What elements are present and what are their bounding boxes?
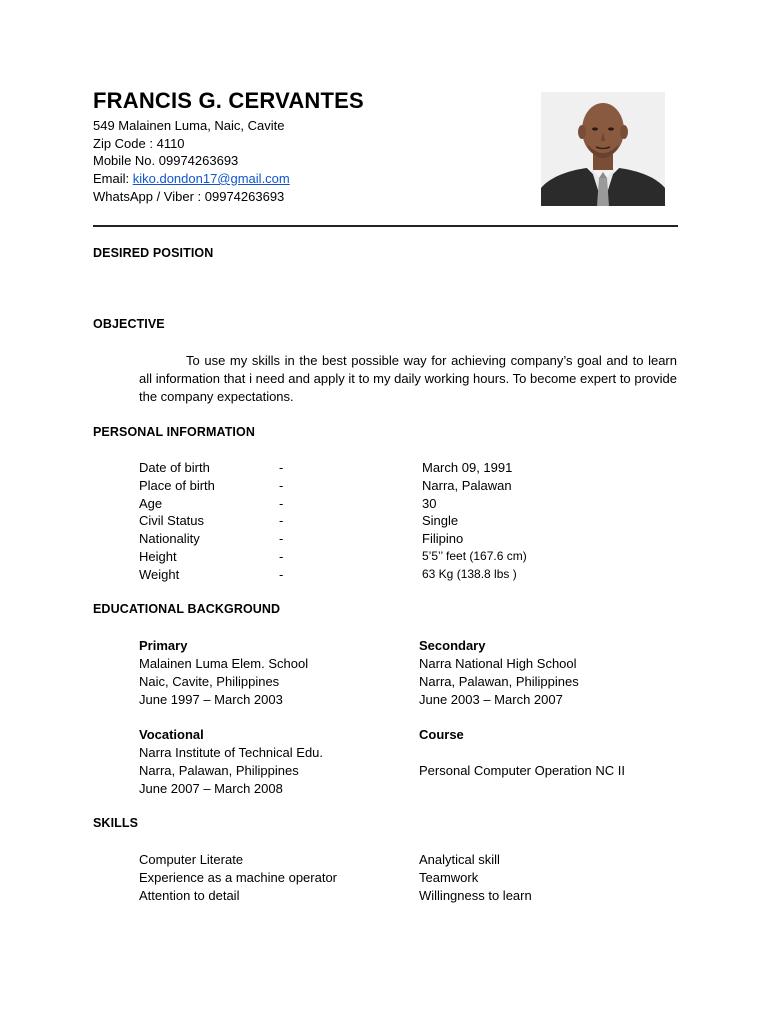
skill-item: Experience as a machine operator [139,870,338,885]
pi-label: Height [139,549,177,564]
education-secondary-title: Secondary [419,638,486,653]
education-vocational-school: Narra Institute of Technical Edu. [139,745,324,760]
pi-label: Weight [139,567,180,582]
email-label: Email: [93,171,133,186]
objective-text: To use my skills in the best possible way for achieving company’s goal and to learn all information that i need and apply it to my daily working hours. To become expert to provide the company expectations. [139,353,677,404]
education-course-name: Personal Computer Operation NC II [419,763,625,778]
pi-label: Date of birth [139,460,210,475]
pi-separator: - [279,531,284,546]
section-heading-educational-background: EDUCATIONAL BACKGROUND [93,602,281,616]
section-heading-skills: SKILLS [93,816,139,830]
education-secondary-school: Narra National High School [419,656,577,671]
education-vocational-title: Vocational [139,727,204,742]
applicant-name: FRANCIS G. CERVANTES [93,88,364,113]
skill-item: Teamwork [419,870,479,885]
section-heading-personal-information: PERSONAL INFORMATION [93,425,255,439]
pi-value: 63 Kg (138.8 lbs ) [422,567,517,581]
education-primary-dates: June 1997 – March 2003 [139,692,283,707]
education-secondary-dates: June 2003 – March 2007 [419,692,563,707]
email-link[interactable]: kiko.dondon17@gmail.com [132,171,290,186]
pi-separator: - [279,513,284,528]
objective-paragraph [139,352,677,406]
section-heading-desired-position: DESIRED POSITION [93,246,214,260]
pi-value: 5’5’’ feet (167.6 cm) [422,549,527,563]
whatsapp-line: WhatsApp / Viber : 09974263693 [93,189,285,204]
profile-photo [541,92,665,206]
education-secondary-location: Narra, Palawan, Philippines [419,674,579,689]
pi-separator: - [279,478,284,493]
pi-value: Filipino [422,531,464,546]
address-line: 549 Malainen Luma, Naic, Cavite [93,118,285,133]
skill-item: Willingness to learn [419,888,532,903]
section-heading-objective: OBJECTIVE [93,317,165,331]
skill-item: Attention to detail [139,888,240,903]
pi-separator: - [279,567,284,582]
pi-label: Place of birth [139,478,215,493]
pi-label: Age [139,496,163,511]
education-course-title: Course [419,727,464,742]
pi-label: Civil Status [139,513,205,528]
portrait-illustration [541,92,665,206]
education-vocational-dates: June 2007 – March 2008 [139,781,283,796]
header-divider [93,225,678,227]
pi-value: 30 [422,496,437,511]
email-line [93,171,290,186]
skill-item: Computer Literate [139,852,244,867]
pi-value: Narra, Palawan [422,478,512,493]
zip-code-line: Zip Code : 4110 [93,136,185,151]
pi-separator: - [279,549,284,564]
pi-label: Nationality [139,531,200,546]
education-primary-school: Malainen Luma Elem. School [139,656,309,671]
education-vocational-location: Narra, Palawan, Philippines [139,763,299,778]
pi-separator: - [279,460,284,475]
pi-separator: - [279,496,284,511]
education-primary-location: Naic, Cavite, Philippines [139,674,280,689]
education-primary-title: Primary [139,638,188,653]
skill-item: Analytical skill [419,852,500,867]
mobile-line: Mobile No. 09974263693 [93,153,239,168]
pi-value: Single [422,513,459,528]
pi-value: March 09, 1991 [422,460,513,475]
